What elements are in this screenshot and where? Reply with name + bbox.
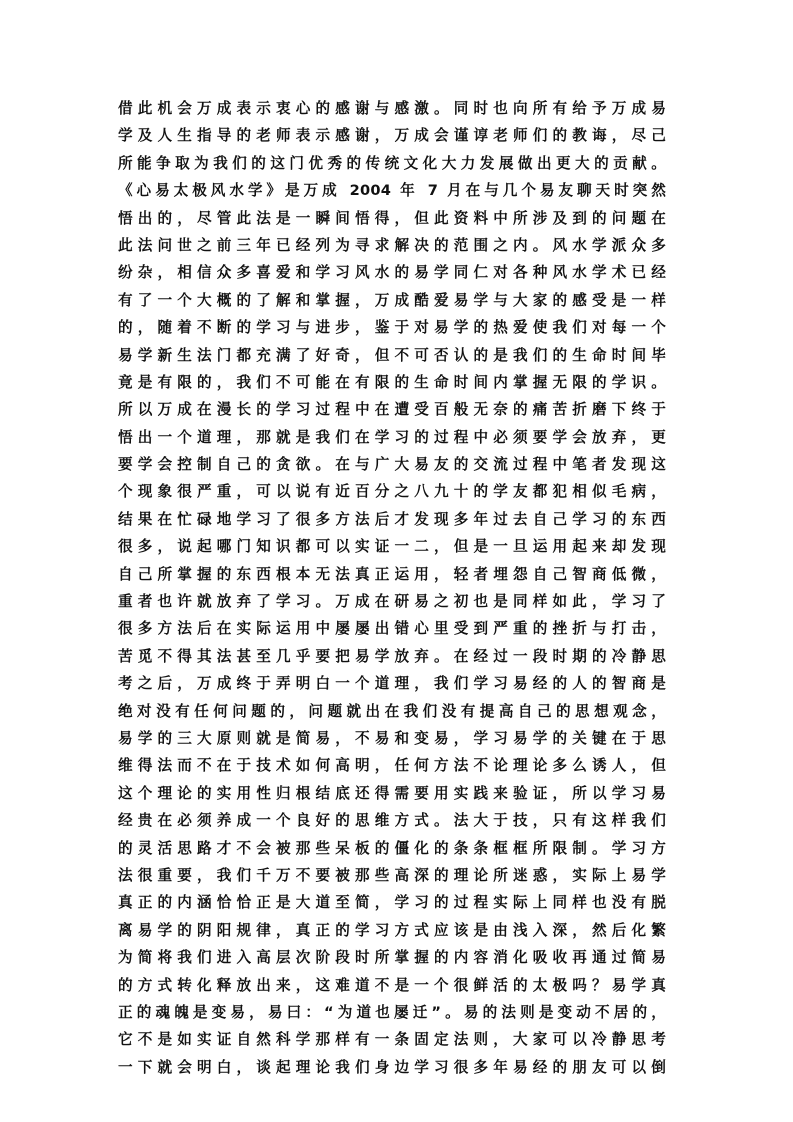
text-line: 真正的内涵恰恰正是大道至简，学习的过程实际上同样也没有脱 [118, 894, 666, 912]
text-line: 有了一个大概的了解和掌握，万成酷爱易学与大家的感受是一样 [118, 291, 666, 309]
text-line: 个现象很严重，可以说有近百分之八九十的学友都犯相似毛病， [118, 483, 666, 501]
text-line: 所以万成在漫长的学习过程中在遭受百般无奈的痛苦折磨下终于 [118, 401, 666, 419]
text-line: 纷杂，相信众多喜爱和学习风水的易学同仁对各种风水学术已经 [118, 264, 666, 282]
text-line: 结果在忙碌地学习了很多方法后才发现多年过去自己学习的东西 [118, 510, 666, 528]
text-line: 要学会控制自己的贪欲。在与广大易友的交流过程中笔者发现这 [118, 456, 666, 474]
text-line: 所能争取为我们的这门优秀的传统文化大力发展做出更大的贡献。 [118, 154, 666, 172]
text-line: 很多，说起哪门知识都可以实证一二，但是一旦运用起来却发现 [118, 538, 666, 556]
text-line: 易学的三大原则就是简易，不易和变易，学习易学的关键在于思 [118, 729, 666, 747]
text-line: 的灵活思路才不会被那些呆板的僵化的条条框框所限制。学习方 [118, 839, 666, 857]
text-line: 《心易太极风水学》是万成 2004 年 7 月在与几个易友聊天时突然 [118, 182, 666, 200]
text-line: 苦觅不得其法甚至几乎要把易学放弃。在经过一段时期的冷静思 [118, 647, 666, 665]
text-line: 悟出的，尽管此法是一瞬间悟得，但此资料中所涉及到的问题在 [118, 209, 666, 227]
document-body [118, 95, 666, 1081]
text-line: 法很重要，我们千万不要被那些高深的理论所迷惑，实际上易学 [118, 866, 666, 884]
text-line: 借此机会万成表示衷心的感谢与感激。同时也向所有给予万成易 [118, 100, 666, 117]
text-line: 为简将我们进入高层次阶段时所掌握的内容消化吸收再通过简易 [118, 949, 666, 967]
text-line: 绝对没有任何问题的，问题就出在我们没有提高自己的思想观念， [118, 702, 666, 720]
text-line: 离易学的阴阳规律，真正的学习方式应该是由浅入深，然后化繁 [118, 921, 666, 939]
text-line: 这个理论的实用性归根结底还得需要用实践来验证，所以学习易 [118, 784, 666, 802]
text-line: 的方式转化释放出来，这难道不是一个很鲜活的太极吗？易学真 [118, 976, 666, 994]
text-line: 此法问世之前三年已经列为寻求解决的范围之内。风水学派众多 [118, 236, 666, 254]
text-line: 自己所掌握的东西根本无法真正运用，轻者埋怨自己智商低微， [118, 565, 666, 583]
text-line: 竟是有限的，我们不可能在有限的生命时间内掌握无限的学识。 [118, 373, 666, 391]
text-line: 经贵在必须养成一个良好的思维方式。法大于技，只有这样我们 [118, 812, 666, 830]
text-line: 易学新生法门都充满了好奇，但不可否认的是我们的生命时间毕 [118, 346, 666, 364]
text-line: 很多方法后在实际运用中屡屡出错心里受到严重的挫折与打击， [118, 620, 666, 638]
text-line: 考之后，万成终于弄明白一个道理，我们学习易经的人的智商是 [118, 675, 666, 693]
text-line: 悟出一个道理，那就是我们在学习的过程中必须要学会放弃，更 [118, 428, 666, 446]
text-line: 重者也许就放弃了学习。万成在研易之初也是同样如此，学习了 [118, 593, 666, 611]
text-line: 学及人生指导的老师表示感谢，万成会谨谆老师们的教诲，尽己 [118, 127, 666, 145]
text-line: 的，随着不断的学习与进步，鉴于对易学的热爱使我们对每一个 [118, 319, 666, 337]
text-line: 维得法而不在于技术如何高明，任何方法不论理论多么诱人，但 [118, 757, 666, 775]
text-line: 正的魂魄是变易，易曰：“为道也屡迁”。易的法则是变动不居的， [118, 1003, 666, 1021]
text-line: 它不是如实证自然科学那样有一条固定法则，大家可以冷静思考 [118, 1031, 666, 1049]
text-line: 一下就会明白，谈起理论我们身边学习很多年易经的朋友可以倒 [118, 1058, 666, 1076]
